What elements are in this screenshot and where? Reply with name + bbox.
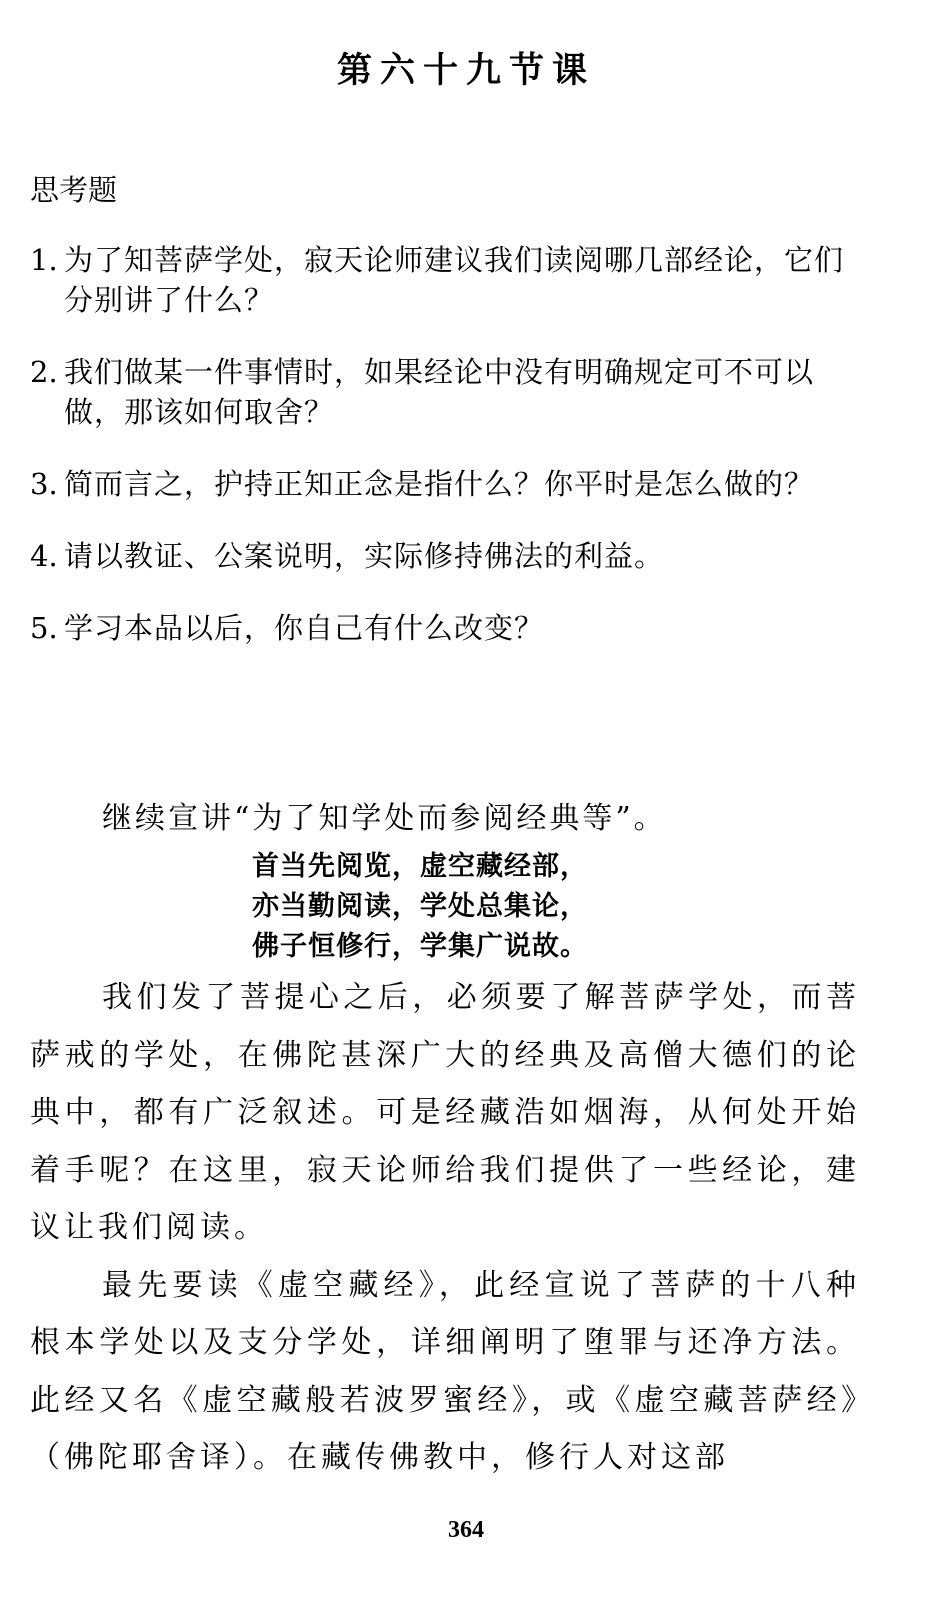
question-item: [30, 536, 865, 576]
question-number: 5.: [30, 611, 58, 645]
question-number: 2.: [30, 355, 58, 389]
lecture-section: [30, 795, 860, 1487]
verse-line: 首当先阅览，虚空藏经部，: [252, 851, 588, 882]
question-text: 请以教证、公案说明，实际修持佛法的利益。: [64, 539, 665, 573]
body-paragraph: 我们发了菩提心之后，必须要了解菩萨学处，而菩萨戒的学处，在佛陀甚深广大的经典及高僧大德们的论典中，都有广泛叙述。可是经藏浩如烟海，从何处开始着手呢？在这里，寂天论师给我们提供了一些经论，建议让我们阅读。: [30, 980, 860, 1245]
question-item: [30, 464, 865, 504]
question-item: [30, 608, 865, 648]
question-item: [30, 352, 865, 432]
questions-heading: 思考题: [30, 173, 118, 207]
question-text: 学习本品以后，你自己有什么改变？: [64, 611, 545, 645]
question-list: [30, 240, 865, 680]
question-text: 简而言之，护持正知正念是指什么？你平时是怎么做的？: [64, 467, 815, 501]
question-item: [30, 240, 865, 320]
page-number: 364: [448, 1517, 484, 1543]
page-title: 第六十九节课: [336, 50, 595, 91]
question-number: 1.: [30, 243, 58, 277]
question-number: 4.: [30, 539, 58, 573]
body-paragraph: 最先要读《虚空藏经》，此经宣说了菩萨的十八种根本学处以及支分学处，详细阐明了堕罪与还净方法。此经又名《虚空藏般若波罗蜜经》，或《虚空藏菩萨经》（佛陀耶舍译）。在藏传佛教中，修行人对这部: [30, 1267, 860, 1475]
verse-block: [30, 847, 860, 967]
section-intro: 继续宣讲“为了知学处而参阅经典等”。: [102, 801, 667, 836]
verse-line: 佛子恒修行，学集广说故。: [252, 931, 588, 962]
question-number: 3.: [30, 467, 58, 501]
question-text: 为了知菩萨学处，寂天论师建议我们读阅哪几部经论，它们分别讲了什么？: [64, 243, 845, 317]
verse-line: 亦当勤阅读，学处总集论，: [252, 891, 588, 922]
question-text: 我们做某一件事情时，如果经论中没有明确规定可不可以做，那该如何取舍？: [64, 355, 815, 429]
